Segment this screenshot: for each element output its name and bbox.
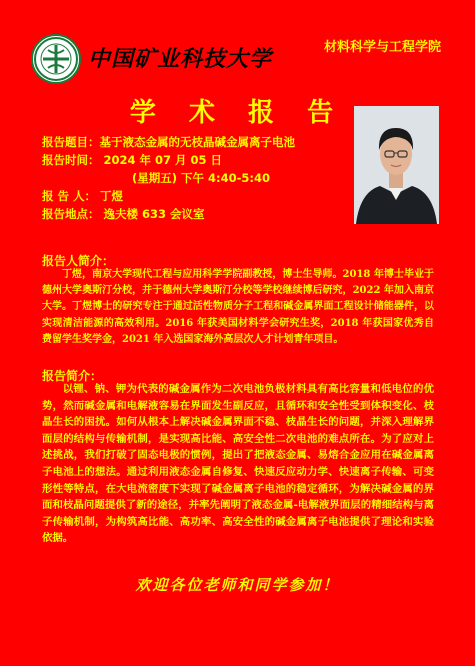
- report-time: 报告时间： 2024 年 07 月 05 日: [42, 153, 223, 167]
- poster-title: 学 术 报 告: [129, 98, 346, 128]
- speaker-bio-label: 报告人简介：: [42, 254, 115, 268]
- report-location: 报告地点： 逸夫楼 633 会议室: [42, 207, 205, 221]
- department-name: 材料科学与工程学院: [323, 40, 441, 55]
- speaker-bio-text: 丁煜，南京大学现代工程与应用科学学院副教授，博士生导师。2018 年博士毕业于德州大学奥斯汀分校，并于德州大学奥斯汀分校等学校继续博后研究，2022 年加入南京大学。丁煜博士的研究专注于通过活性物质分子工程和碱金属界面工程设计储能器件，以实现清洁能源的高效利用。2016 年获美国材料学会研究生奖，2018 年获国家优秀自费留学生奖学金，2021 年入选国家海外高层次人才计划青年项目。: [42, 269, 434, 345]
- report-time-detail: (星期五) 下午 4:40-5:40: [132, 171, 270, 185]
- abstract-label: 报告简介：: [42, 369, 103, 383]
- report-info: [42, 133, 302, 223]
- university-logo: [31, 34, 81, 84]
- report-speaker: 报 告 人： 丁煜: [42, 189, 124, 203]
- closing-invitation: 欢迎各位老师和同学参加！: [135, 576, 340, 594]
- report-topic: 报告题目：基于液态金属的无枝晶碱金属离子电池: [42, 135, 295, 149]
- university-emblem-icon: [33, 36, 79, 82]
- abstract-text: 以锂、钠、钾为代表的碱金属作为二次电池负极材料具有高比容量和低电位的优势，然而碱金属和电解液容易在界面发生副反应，且循环和安全性受到体积变化、枝晶生长的困扰。如何从根本上解决碱金属界面不稳、枝晶生长的问题，并深入理解界面层的结构与传输机制，是实现高比能、高安全性二次电池的难点所在。为了应对上述挑战，我们打破了固态电极的惯例，提出了把液态金属、易熔合金应用在碱金属离子电池上的想法。通过利用液态金属自修复、快速反应动力学、快速离子传输、可变形性等特点，在大电流密度下实现了碱金属离子电池的稳定循环，为解决碱金属的界面和枝晶问题提供了新的途径，并率先阐明了液态金属-电解液界面层的精细结构与离子传输机制，为构筑高比能、高功率、高安全性的碱金属离子电池提供了理论和实验依据。: [42, 383, 434, 545]
- university-name: 中国矿业科技大学: [88, 46, 273, 72]
- speaker-photo: [354, 106, 439, 224]
